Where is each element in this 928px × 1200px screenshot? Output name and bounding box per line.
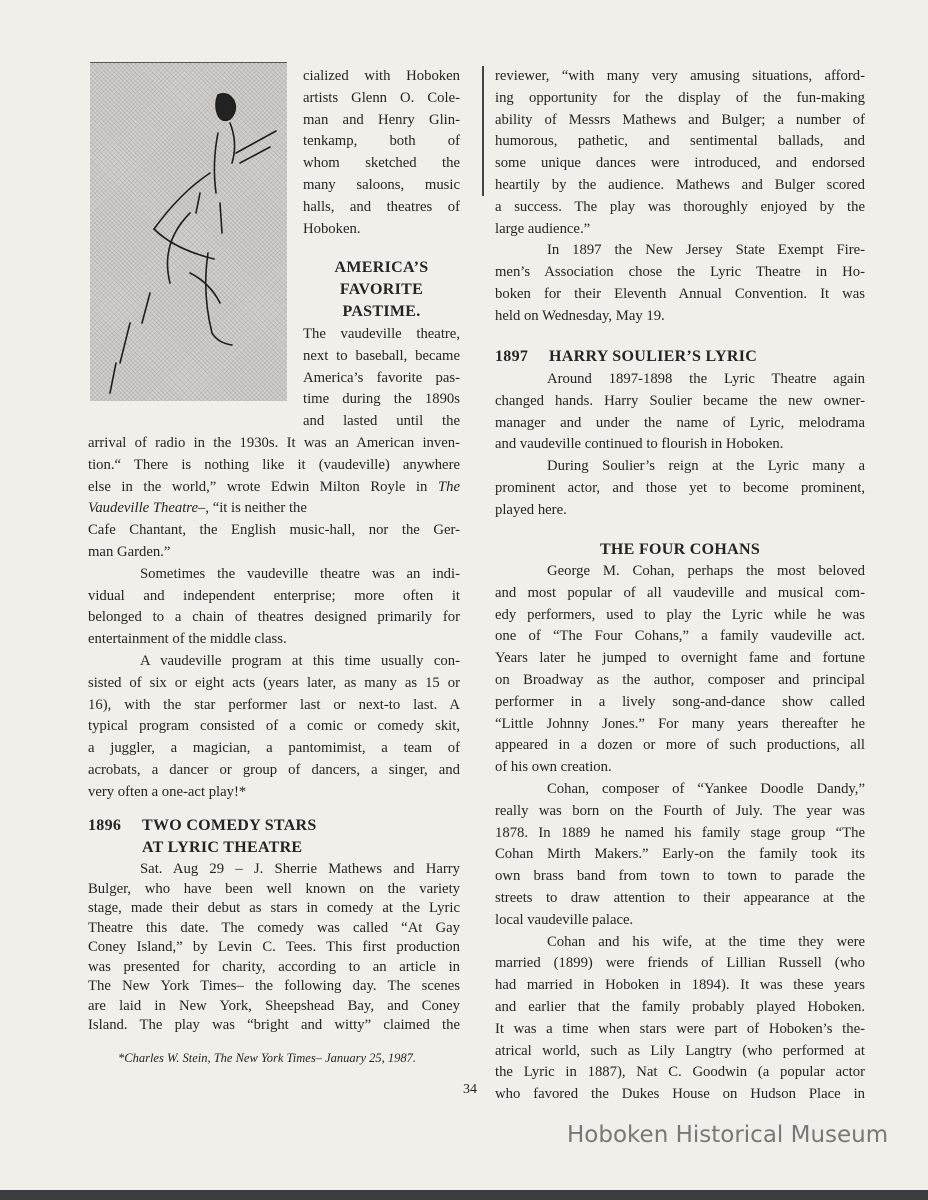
watermark: Hoboken Historical Museum (567, 1122, 889, 1148)
text-line: heartily by the audience. Mathews and Bulger scored (495, 176, 865, 193)
text-line: very often a one-act play!* (88, 783, 247, 800)
text-line: Coney Island,” by Levin C. Tees. This first production (88, 939, 460, 955)
text-line: manager and under the name of Lyric, melodrama (495, 414, 865, 431)
text-line: next to baseball, became (303, 347, 460, 364)
text-line: man and Henry Glin- (303, 111, 460, 128)
italic-title-text: The (437, 478, 460, 495)
text-line: Around 1897-1898 the Lyric Theatre again (547, 371, 865, 387)
text-line: are laid in New York, Sheepshead Bay, and Coney (88, 997, 460, 1014)
scan-bottom-edge (0, 1190, 928, 1200)
heading-americas-favorite-pastime (303, 257, 460, 323)
text-line: Sat. Aug 29 – J. Sherrie Mathews and Harry (140, 861, 460, 877)
heading-line: FAVORITE (339, 281, 424, 298)
text-line: cialized with Hoboken (303, 68, 460, 84)
text-line: and most popular of all vaudeville and musical com- (495, 584, 865, 601)
text-line: The vaudeville theatre, (303, 326, 460, 342)
text-line: on Broadway as the author, composer and principal (495, 671, 865, 688)
right-body-top (495, 66, 865, 328)
text-line: prominent actor, and those yet to become prominent, (495, 479, 865, 496)
text-line: streets to draw attention to their appearance at the (495, 889, 865, 906)
text-line: tion.“ There is nothing like it (vaudeville) anywhere (88, 456, 460, 473)
text-line (88, 477, 460, 499)
text-line: Theatre this date. The comedy was called “At Gay (88, 919, 460, 936)
text-line: of his own creation. (495, 759, 612, 776)
text-line: 16), with the star performer last or next-to last. A (88, 696, 460, 713)
text-line: man Garden.” (88, 543, 171, 560)
text-beside-sketch (303, 66, 460, 240)
text-four-cohans (495, 561, 865, 1106)
text-line: ability of Messrs Mathews and Bulger; a number of (495, 111, 865, 128)
text-line: and vaudeville continued to flourish in Hoboken. (495, 436, 784, 453)
text-line: played here. (495, 501, 567, 518)
text-line: vidual and independent enterprise; more often it (88, 587, 460, 604)
text-line: George M. Cohan, perhaps the most beloved (547, 563, 865, 579)
text-line: belonged to a chain of theatres designed primarily for (88, 609, 460, 626)
text-line: Cohan Mirth Makers.” Early-on the family took its (495, 846, 865, 863)
text-line: stage, made their debut as stars in comedy at the Lyric (88, 900, 460, 916)
text-segment: else in the world,” wrote Edwin Milton Royle in (88, 478, 438, 495)
text-line: men’s Association chose the Lyric Theatre in Ho- (495, 264, 865, 281)
text-line: changed hands. Harry Soulier became the new owner- (495, 392, 865, 409)
text-line: some unique dances were introduced, and endorsed (495, 155, 865, 172)
text-line: “Little Johnny Jones.” For many years thereafter he (495, 715, 865, 732)
text-line (88, 498, 460, 520)
text-line: Island. The play was “bright and witty” claimed the (88, 1017, 460, 1033)
heading-title: HARRY SOULIER’S LYRIC (549, 348, 758, 365)
text-line: own brass band from town to town to parade the (495, 868, 865, 885)
text-line: During Soulier’s reign at the Lyric many a (547, 458, 865, 475)
text-line: who favored the Dukes House on Hudson Place in (495, 1086, 865, 1103)
text-beside-sketch-2 (303, 324, 460, 433)
text-segment: , “it is neither the (205, 500, 307, 517)
text-line: 1878. In 1889 he named his family stage group “The (495, 824, 865, 841)
vaudeville-dancer-sketch (90, 62, 287, 401)
text-line: Cohan and his wife, at the time they were (547, 933, 865, 950)
text-line: really was born on the Fourth of July. The year was (495, 802, 865, 819)
text-line: appeared in a dozen or more of such productions, all (495, 737, 865, 754)
text-line: halls, and theatres of (303, 198, 460, 215)
text-line: was presented for charity, according to an article in (88, 958, 460, 975)
heading-line: PASTIME. (342, 303, 421, 320)
text-line: a success. The play was thoroughly enjoyed by the (495, 198, 865, 215)
text-line: acrobats, a dancer or group of dancers, a singer, and (88, 761, 460, 778)
text-line: Cafe Chantant, the English music-hall, nor the Ger- (88, 522, 460, 539)
text-line: whom sketched the (303, 155, 460, 172)
text-line: humorous, pathetic, and sentimental ballads, and (495, 133, 865, 150)
heading-line: AMERICA’S (334, 259, 429, 276)
text-line: typical program consisted of a comic or comedy skit, (88, 718, 460, 735)
text-line: Cohan, composer of “Yankee Doodle Dandy,” (547, 780, 865, 797)
text-line: had married in Hoboken in 1894). It was these years (495, 977, 865, 994)
text-line: large audience.” (495, 220, 591, 237)
text-line: and earlier that the family probably played Hoboken. (495, 998, 865, 1015)
text-line: It was a time when stars were part of Hoboken’s the- (495, 1020, 865, 1037)
text-line: sisted of six or eight acts (years later, as many as 15 or (88, 674, 460, 691)
heading-year: 1896 (88, 817, 122, 834)
text-line: Bulger, who have been well known on the variety (88, 880, 460, 897)
text-line: held on Wednesday, May 19. (495, 307, 665, 324)
text-line: atrical world, such as Lily Langtry (who performed at (495, 1042, 865, 1059)
text-line: The New York Times– the following day. The scenes (88, 978, 460, 994)
heading-1896-two-comedy-stars (88, 815, 460, 859)
page-number: 34 (463, 1082, 477, 1097)
text-1896 (88, 860, 460, 1036)
text-line: the Lyric in 1887), Nat C. Goodwin (a popular actor (495, 1064, 865, 1081)
text-line: edy performers, used to play the Lyric while he was (495, 606, 865, 623)
heading-year: 1897 (495, 348, 529, 365)
text-line: reviewer, “with many very amusing situations, afford- (495, 68, 865, 84)
heading-title: TWO COMEDY STARS (142, 817, 317, 834)
text-line: A vaudeville program at this time usually con- (140, 652, 460, 669)
text-line: artists Glenn O. Cole- (303, 89, 460, 106)
text-line: arrival of radio in the 1930s. It was an American inven- (88, 435, 460, 451)
dancer-sketch-drawing (90, 63, 287, 401)
text-line: married (1899) were friends of Lillian Russell (who (495, 955, 865, 972)
text-line: ing opportunity for the display of the fun-making (495, 89, 865, 106)
text-1897 (495, 369, 865, 522)
heading-four-cohans: THE FOUR COHANS (599, 541, 761, 558)
text-line: Sometimes the vaudeville theatre was an indi- (140, 565, 460, 582)
italic-title-text: Vaudeville Theatre– (88, 500, 206, 517)
left-body-text (88, 433, 460, 804)
text-line: entertainment of the middle class. (88, 631, 287, 648)
footnote: *Charles W. Stein, The New York Times– January 25, 1987. (118, 1051, 417, 1065)
text-line: time during the 1890s (303, 391, 460, 408)
heading-1897-harry-souliers-lyric (495, 346, 865, 368)
text-line: America’s favorite pas- (303, 369, 460, 386)
text-line: local vaudeville palace. (495, 911, 634, 928)
text-line: Hoboken. (303, 220, 361, 237)
text-line: Years later he jumped to overnight fame and fortune (495, 650, 865, 667)
text-line: performer in a lively song-and-dance show called (495, 693, 865, 710)
text-line: In 1897 the New Jersey State Exempt Fire- (547, 242, 865, 259)
text-line: boken for their Eleventh Annual Convention. It was (495, 285, 865, 302)
text-line: and lasted until the (303, 413, 460, 430)
column-divider (482, 66, 484, 196)
text-line: a juggler, a magician, a pantomimist, a team of (88, 740, 460, 757)
heading-title-line2: AT LYRIC THEATRE (142, 839, 303, 856)
text-line: tenkamp, both of (303, 133, 460, 150)
text-line: one of “The Four Cohans,” a family vaudeville act. (495, 628, 865, 645)
text-line: many saloons, music (303, 176, 460, 193)
